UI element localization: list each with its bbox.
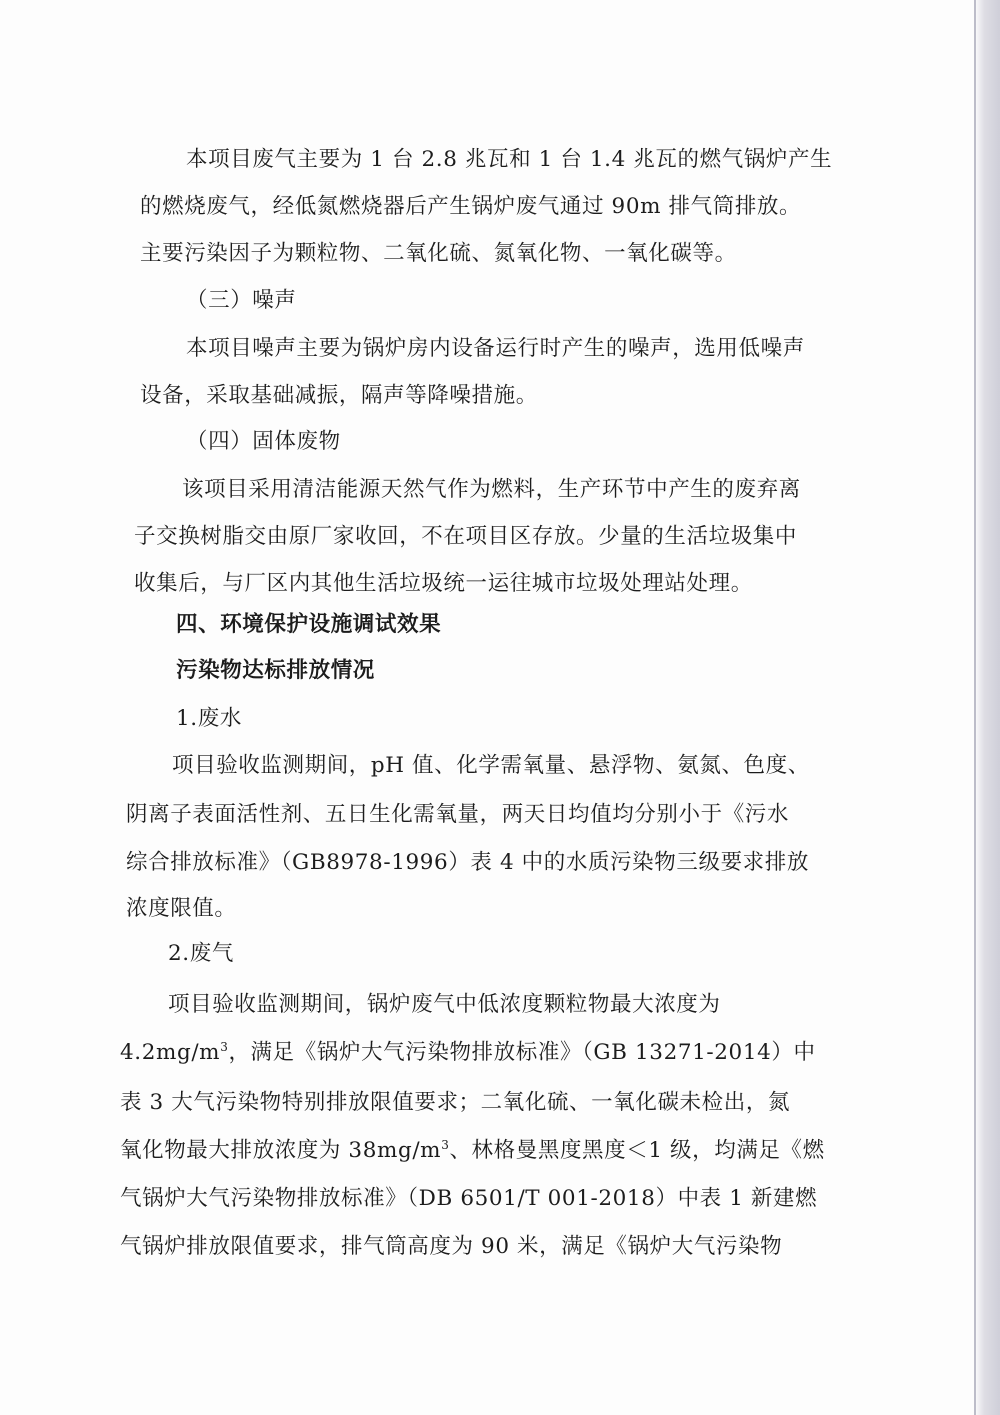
- pm-value: 4.2mg/m: [120, 1040, 221, 1065]
- text-line-23: 气锅炉大气污染物排放标准》（DB 6501/T 001-2018）中表 1 新建燃: [120, 1186, 818, 1211]
- text-line-22: [120, 1137, 825, 1165]
- text-line-6: 设备，采取基础减振，隔声等降噪措施。: [140, 383, 538, 408]
- section-heading-noise: （三）噪声: [186, 288, 297, 313]
- text-line-15: 阴离子表面活性剂、五日生化需氧量，两天日均值均分别小于《污水: [126, 802, 790, 827]
- text-line-10: 收集后，与厂区内其他生活垃圾统一运往城市垃圾处理站处理。: [134, 571, 753, 596]
- section-heading-solid-waste: （四）固体废物: [186, 429, 341, 454]
- text-line-3: 主要污染因子为颗粒物、二氧化硫、氮氧化物、一氧化碳等。: [140, 241, 737, 266]
- text-line-20: [120, 1039, 816, 1067]
- item-heading-exhaust: 2.废气: [168, 941, 234, 966]
- text-line-24: 气锅炉排放限值要求，排气筒高度为 90 米，满足《锅炉大气污染物: [120, 1234, 783, 1259]
- superscript-3: 3: [220, 1040, 229, 1054]
- item-heading-wastewater: 1.废水: [176, 706, 242, 731]
- text-line-17: 浓度限值。: [126, 896, 237, 921]
- text-line-22-start: 氧化物最大排放浓度为 38mg/m: [120, 1138, 442, 1163]
- text-line-16: 综合排放标准》（GB8978-1996）表 4 中的水质污染物三级要求排放: [126, 850, 809, 875]
- text-line-22-end: 、林格曼黑度黑度＜1 级，均满足《燃: [449, 1138, 825, 1163]
- text-line-1: 本项目废气主要为 1 台 2.8 兆瓦和 1 台 1.4 兆瓦的燃气锅炉产生: [186, 147, 833, 172]
- section-heading-env-protection: 四、环境保护设施调试效果: [176, 612, 442, 637]
- text-line-20-rest: 满足《锅炉大气污染物排放标准》（GB 13271-2014）中: [250, 1040, 816, 1065]
- text-line-21: 表 3 大气污染物特别排放限值要求；二氧化硫、一氧化碳未检出，氮: [120, 1090, 791, 1115]
- text-line-8: 该项目采用清洁能源天然气作为燃料，生产环节中产生的废弃离: [182, 477, 801, 502]
- scan-edge: [974, 0, 1000, 1415]
- text-line-9: 子交换树脂交由原厂家收回，不在项目区存放。少量的生活垃圾集中: [134, 524, 798, 549]
- subheading-pollutant-discharge: 污染物达标排放情况: [176, 658, 375, 683]
- text-line-19: 项目验收监测期间，锅炉废气中低浓度颗粒物最大浓度为: [168, 992, 721, 1017]
- text-line-2: 的燃烧废气，经低氮燃烧器后产生锅炉废气通过 90m 排气筒排放。: [140, 194, 802, 219]
- superscript-3b: 3: [441, 1138, 450, 1152]
- scan-edge-line: [974, 0, 976, 1415]
- text-line-14: 项目验收监测期间，pH 值、化学需氧量、悬浮物、氨氮、色度、: [172, 753, 810, 778]
- text-line-5: 本项目噪声主要为锅炉房内设备运行时产生的噪声，选用低噪声: [186, 336, 805, 361]
- comma: ，: [228, 1040, 251, 1065]
